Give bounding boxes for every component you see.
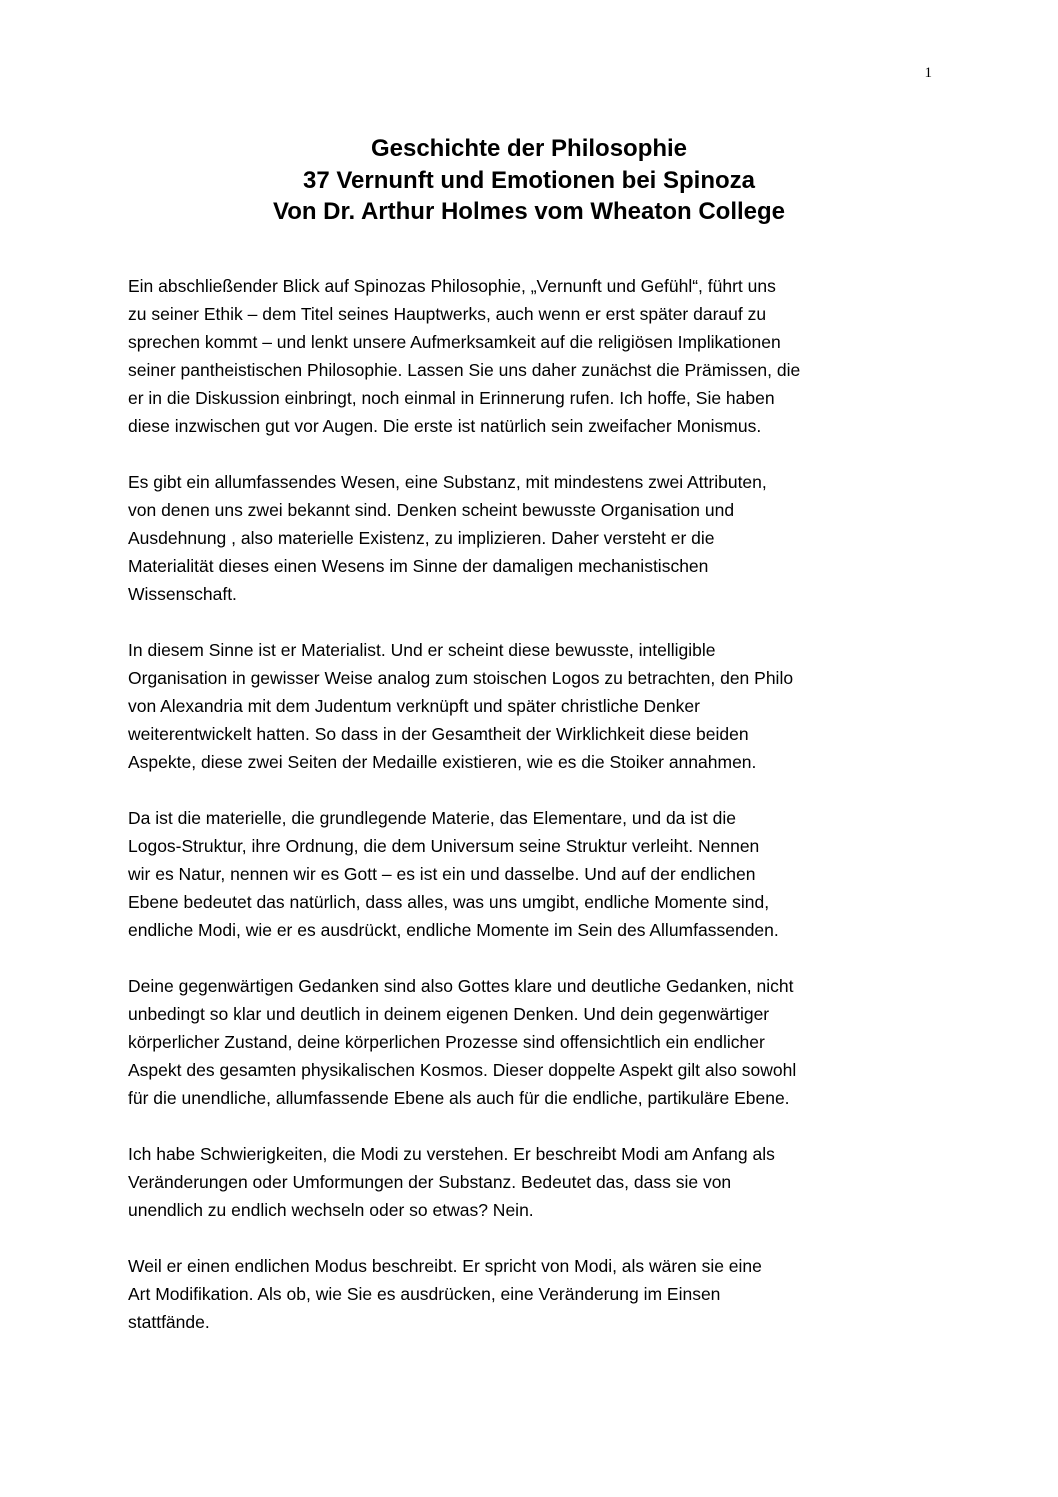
text-line: Ebene bedeutet das natürlich, dass alles, was uns umgibt, endliche Momente sind, — [128, 892, 770, 912]
text-line: für die unendliche, allumfassende Ebene als auch für die endliche, partikuläre Ebene. — [128, 1088, 790, 1108]
text-line: Es gibt ein allumfassendes Wesen, eine Substanz, mit mindestens zwei Attributen, — [128, 472, 767, 492]
text-line: wir es Natur, nennen wir es Gott – es ist ein und dasselbe. Und auf der endlichen — [128, 864, 756, 884]
text-line: Da ist die materielle, die grundlegende Materie, das Elementare, und da ist die — [128, 808, 736, 828]
document-body — [128, 272, 930, 1364]
paragraph-2 — [128, 468, 930, 608]
text-line: Ich habe Schwierigkeiten, die Modi zu verstehen. Er beschreibt Modi am Anfang als — [128, 1144, 775, 1164]
text-line: unbedingt so klar und deutlich in deinem eigenen Denken. Und dein gegenwärtiger — [128, 1004, 770, 1024]
text-line: von Alexandria mit dem Judentum verknüpft und später christliche Denker — [128, 696, 700, 716]
text-line: Ein abschließender Blick auf Spinozas Philosophie, „Vernunft und Gefühl“, führt uns — [128, 276, 776, 296]
text-line: unendlich zu endlich wechseln oder so etwas? Nein. — [128, 1200, 534, 1220]
title-line-course: Geschichte der Philosophie — [370, 135, 688, 162]
paragraph-6 — [128, 1140, 930, 1224]
paragraph-4 — [128, 804, 930, 944]
page-number: 1 — [924, 65, 932, 81]
text-line: Deine gegenwärtigen Gedanken sind also Gottes klare und deutliche Gedanken, nicht — [128, 976, 794, 996]
text-line: Aspekt des gesamten physikalischen Kosmos. Dieser doppelte Aspekt gilt also sowohl — [128, 1060, 797, 1080]
text-line: von denen uns zwei bekannt sind. Denken scheint bewusste Organisation und — [128, 500, 735, 520]
paragraph-7 — [128, 1252, 930, 1336]
text-line: zu seiner Ethik – dem Titel seines Hauptwerks, auch wenn er erst später darauf zu — [128, 304, 767, 324]
paragraph-3 — [128, 636, 930, 776]
text-line: In diesem Sinne ist er Materialist. Und er scheint diese bewusste, intelligible — [128, 640, 716, 660]
text-line: Logos-Struktur, ihre Ordnung, die dem Universum seine Struktur verleiht. Nennen — [128, 836, 760, 856]
text-line: seiner pantheistischen Philosophie. Lassen Sie uns daher zunächst die Prämissen, die — [128, 360, 801, 380]
paragraph-1 — [128, 272, 930, 440]
text-line: diese inzwischen gut vor Augen. Die erste ist natürlich sein zweifacher Monismus. — [128, 416, 762, 436]
text-line: sprechen kommt – und lenkt unsere Aufmerksamkeit auf die religiösen Implikationen — [128, 332, 781, 352]
paragraph-5 — [128, 972, 930, 1112]
document-title — [0, 133, 1058, 228]
text-line: endliche Modi, wie er es ausdrückt, endliche Momente im Sein des Allumfassenden. — [128, 920, 779, 940]
text-line: Organisation in gewisser Weise analog zum stoischen Logos zu betrachten, den Philo — [128, 668, 794, 688]
text-line: Art Modifikation. Als ob, wie Sie es ausdrücken, eine Veränderung im Einsen — [128, 1284, 721, 1304]
text-line: weiterentwickelt hatten. So dass in der Gesamtheit der Wirklichkeit diese beiden — [128, 724, 749, 744]
text-line: Ausdehnung , also materielle Existenz, zu implizieren. Daher versteht er die — [128, 528, 715, 548]
text-line: Wissenschaft. — [128, 584, 237, 604]
text-line: Weil er einen endlichen Modus beschreibt. Er spricht von Modi, als wären sie eine — [128, 1256, 762, 1276]
text-line: Veränderungen oder Umformungen der Substanz. Bedeutet das, dass sie von — [128, 1172, 732, 1192]
text-line: stattfände. — [128, 1312, 210, 1332]
text-line: körperlicher Zustand, deine körperlichen Prozesse sind offensichtlich ein endlicher — [128, 1032, 765, 1052]
title-line-lecture: 37 Vernunft und Emotionen bei Spinoza — [302, 166, 756, 194]
text-line: Materialität dieses einen Wesens im Sinne der damaligen mechanistischen — [128, 556, 709, 576]
title-line-author: Von Dr. Arthur Holmes vom Wheaton College — [272, 198, 786, 225]
text-line: er in die Diskussion einbringt, noch einmal in Erinnerung rufen. Ich hoffe, Sie haben — [128, 388, 775, 408]
text-line: Aspekte, diese zwei Seiten der Medaille existieren, wie es die Stoiker annahmen. — [128, 752, 757, 772]
